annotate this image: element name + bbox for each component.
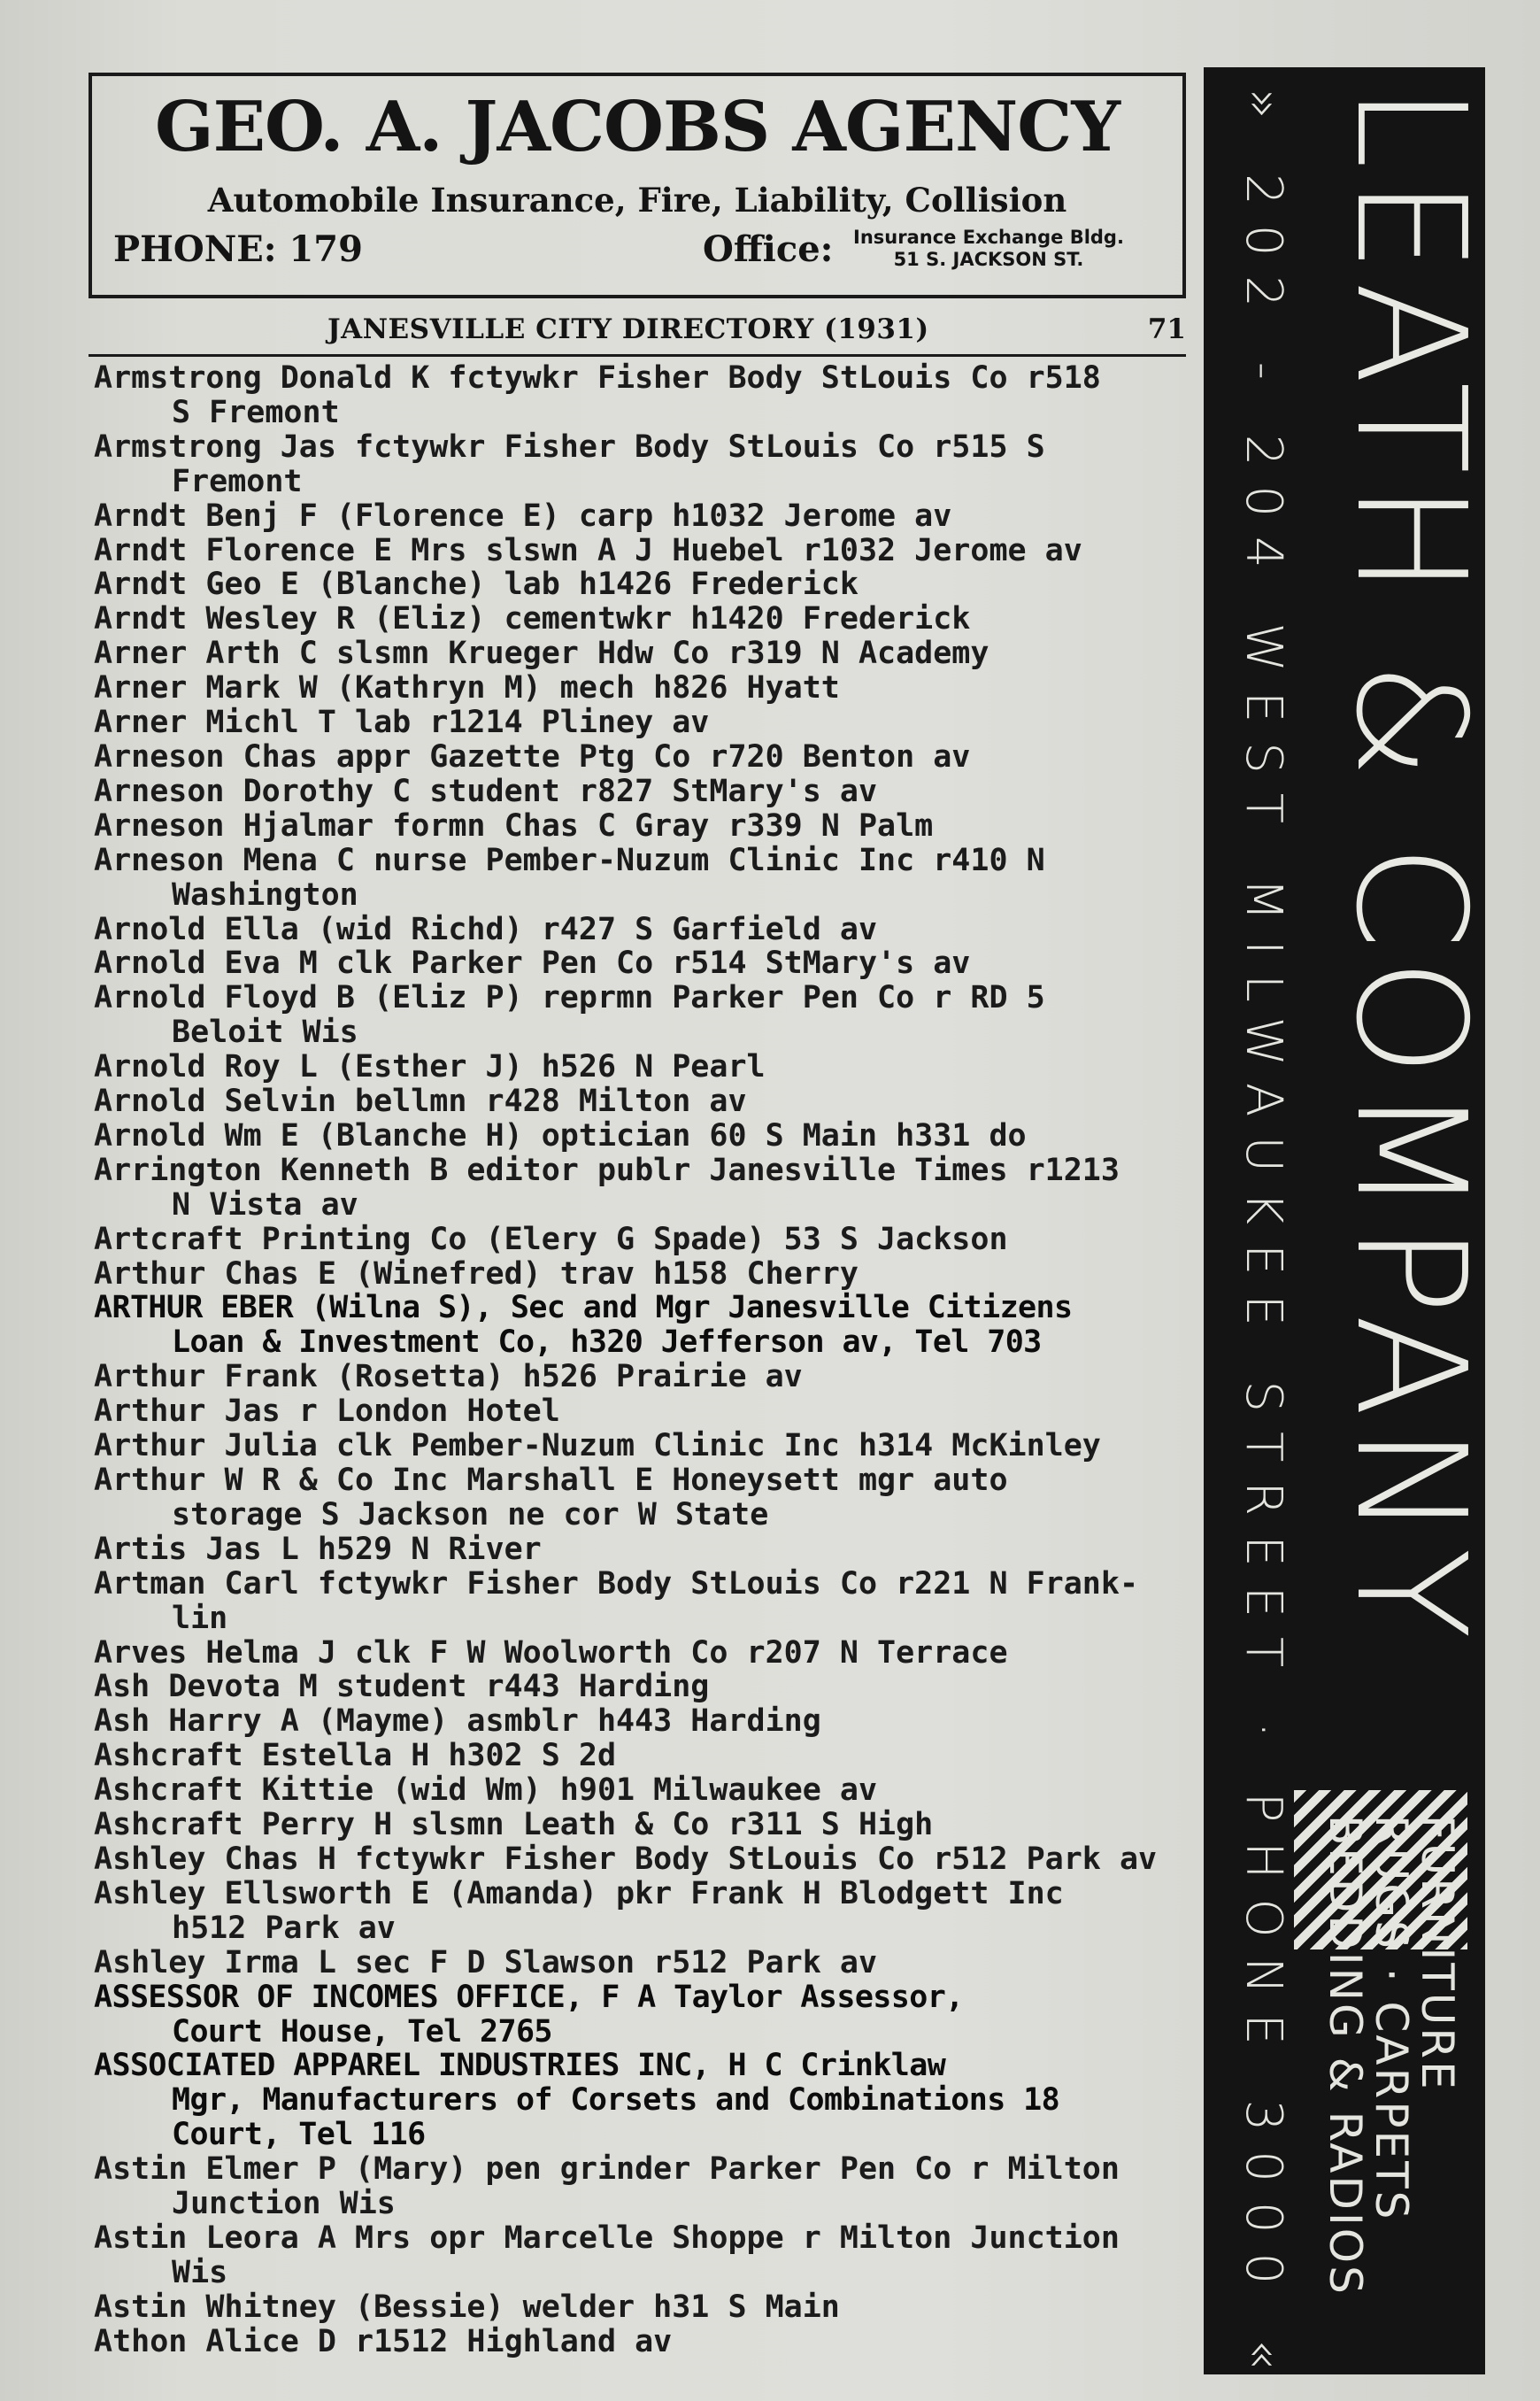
directory-entry xyxy=(94,1429,1200,1463)
directory-entry xyxy=(94,2152,1200,2187)
directory-entry-continuation xyxy=(94,396,1200,430)
leath-address: » 202 - 204 WEST MILWAUKEE STREET · PHONE 3000 « xyxy=(1235,89,1292,2389)
entry-text: Arner Arth C slsmn Krueger Hdw Co r319 N Academy xyxy=(94,637,989,672)
directory-entry xyxy=(94,1050,1200,1085)
entry-text: Arner Mark W (Kathryn M) mech h826 Hyatt xyxy=(94,671,840,706)
directory-entry xyxy=(94,430,1200,465)
directory-entry xyxy=(94,1257,1200,1292)
entry-text: Mgr, Manufacturers of Corsets and Combinations 18 xyxy=(172,2083,1060,2119)
entry-text: Arrington Kenneth B editor publr Janesville Times r1213 xyxy=(94,1153,1120,1188)
entry-text: Astin Leora A Mrs opr Marcelle Shoppe r Milton Junction xyxy=(94,2220,1120,2256)
entry-text: ASSOCIATED APPAREL INDUSTRIES INC, H C Crinklaw xyxy=(94,2049,946,2084)
entry-text: Court, Tel 116 xyxy=(172,2118,426,2153)
directory-entry xyxy=(94,1532,1200,1567)
entry-text: Arnold Eva M clk Parker Pen Co r514 StMary's av xyxy=(94,946,971,982)
entry-text: ASSESSOR OF INCOMES OFFICE, F A Taylor Assessor, xyxy=(94,1980,964,2015)
directory-entry xyxy=(94,1291,1200,1325)
leath-company-name: LEATH & COMPANY xyxy=(1322,85,1498,1648)
ad-address-line2: 51 S. JACKSON ST. xyxy=(893,249,1084,270)
directory-entry xyxy=(94,809,1200,844)
entry-text: Arthur Julia clk Pember-Nuzum Clinic Inc h314 McKinley xyxy=(94,1429,1101,1463)
entry-text: Arndt Geo E (Blanche) lab h1426 Frederick xyxy=(94,567,859,603)
entry-text: Ash Devota M student r443 Harding xyxy=(94,1670,710,1705)
entry-text: Ashcraft Estella H h302 S 2d xyxy=(94,1739,617,1774)
directory-entry xyxy=(94,844,1200,878)
directory-entry xyxy=(94,775,1200,809)
entry-text: Ashley Chas H fctywkr Fisher Body StLouis Co r512 Park av xyxy=(94,1841,1158,1877)
entry-text: Ashley Irma L sec F D Slawson r512 Park av xyxy=(94,1945,878,1980)
directory-entry xyxy=(94,1223,1200,1257)
directory-entry-continuation xyxy=(94,465,1200,499)
directory-entry xyxy=(94,602,1200,637)
entry-text: Arndt Benj F (Florence E) carp h1032 Jerome av xyxy=(94,498,952,534)
entry-text: Ashcraft Kittie (wid Wm) h901 Milwaukee av xyxy=(94,1773,878,1809)
jacobs-agency-ad xyxy=(89,73,1186,298)
directory-listings xyxy=(94,361,1200,2359)
ad-address xyxy=(853,227,1124,271)
directory-entry xyxy=(94,1463,1200,1498)
entry-text: Court House, Tel 2765 xyxy=(172,2014,552,2050)
directory-entry xyxy=(94,567,1200,602)
directory-title: JANESVILLE CITY DIRECTORY (1931) xyxy=(327,313,929,345)
ad-subtitle: Automobile Insurance, Fire, Liability, Collision xyxy=(207,181,1067,220)
ad-title: GEO. A. JACOBS AGENCY xyxy=(154,87,1120,167)
entry-text: Arthur W R & Co Inc Marshall E Honeysett mgr auto xyxy=(94,1463,1008,1498)
entry-text: Arthur Chas E (Winefred) trav h158 Cherry xyxy=(94,1256,859,1292)
entry-text: Ash Harry A (Mayme) asmblr h443 Harding xyxy=(94,1704,821,1740)
directory-entry-continuation xyxy=(94,878,1200,913)
directory-entry xyxy=(94,706,1200,740)
directory-entry xyxy=(94,2325,1200,2359)
directory-entry xyxy=(94,913,1200,947)
directory-entry xyxy=(94,361,1200,396)
entry-text: Fremont xyxy=(172,464,303,499)
products-line-3: BEDDING & RADIOS xyxy=(1320,1815,1371,2297)
directory-entry xyxy=(94,1877,1200,1911)
entry-text: Junction Wis xyxy=(172,2187,396,2221)
directory-entry xyxy=(94,981,1200,1015)
directory-entry xyxy=(94,2221,1200,2256)
leath-products xyxy=(1320,1815,1463,2297)
entry-text: Arnold Floyd B (Eliz P) reprmn Parker Pen Co r RD 5 xyxy=(94,981,1045,1016)
ad-office-label: Office: xyxy=(703,228,834,270)
entry-text: Ashley Ellsworth E (Amanda) pkr Frank H Blodgett Inc xyxy=(94,1876,1064,1911)
directory-entry xyxy=(94,946,1200,981)
directory-entry-continuation xyxy=(94,2083,1200,2118)
directory-entry xyxy=(94,1394,1200,1429)
entry-text: Ashcraft Perry H slsmn Leath & Co r311 S High xyxy=(94,1808,934,1842)
entry-text: Loan & Investment Co, h320 Jefferson av, Tel 703 xyxy=(172,1325,1042,1361)
entry-text: Armstrong Jas fctywkr Fisher Body StLouis Co r515 S xyxy=(94,429,1045,465)
directory-entry xyxy=(94,740,1200,775)
entry-text: Arneson Mena C nurse Pember-Nuzum Clinic Inc r410 N xyxy=(94,843,1045,878)
products-line-2: RUGS · CARPETS xyxy=(1366,1815,1417,2222)
directory-entry xyxy=(94,2049,1200,2083)
directory-entry-continuation xyxy=(94,2118,1200,2152)
entry-text: Armstrong Donald K fctywkr Fisher Body StLouis Co r518 xyxy=(94,361,1101,396)
entry-text: h512 Park av xyxy=(172,1911,396,1946)
directory-entry-continuation xyxy=(94,1602,1200,1636)
directory-entry xyxy=(94,534,1200,568)
directory-entry xyxy=(94,1670,1200,1704)
entry-text: Astin Whitney (Bessie) welder h31 S Main xyxy=(94,2289,840,2325)
entry-text: Arnold Wm E (Blanche H) optician 60 S Main h331 do xyxy=(94,1118,1027,1154)
entry-text: Arnold Selvin bellmn r428 Milton av xyxy=(94,1085,747,1119)
directory-entry xyxy=(94,1567,1200,1602)
entry-text: ARTHUR EBER (Wilna S), Sec and Mgr Janesville Citizens xyxy=(94,1291,1073,1326)
directory-entry xyxy=(94,1773,1200,1808)
entry-text: Washington xyxy=(172,877,358,913)
directory-entry xyxy=(94,1085,1200,1119)
directory-entry xyxy=(94,1946,1200,1980)
entry-text: Astin Elmer P (Mary) pen grinder Parker Pen Co r Milton xyxy=(94,2152,1120,2188)
directory-entry-continuation xyxy=(94,2256,1200,2290)
directory-entry-continuation xyxy=(94,2187,1200,2221)
directory-entry xyxy=(94,671,1200,706)
entry-text: Artman Carl fctywkr Fisher Body StLouis Co r221 N Frank- xyxy=(94,1566,1139,1602)
directory-entry-continuation xyxy=(94,2015,1200,2050)
entry-text: N Vista av xyxy=(172,1187,358,1223)
entry-text: storage S Jackson ne cor W State xyxy=(172,1497,769,1532)
directory-entry xyxy=(94,2290,1200,2325)
entry-text: S Fremont xyxy=(172,395,340,430)
entry-text: Arneson Hjalmar formn Chas C Gray r339 N Palm xyxy=(94,808,934,844)
directory-entry-continuation xyxy=(94,1911,1200,1946)
entry-text: Arneson Dorothy C student r827 StMary's av xyxy=(94,774,878,809)
entry-text: Wis xyxy=(172,2255,228,2290)
directory-entry xyxy=(94,1154,1200,1188)
page-number: 71 xyxy=(1147,313,1186,345)
directory-entry xyxy=(94,1119,1200,1154)
directory-entry xyxy=(94,1360,1200,1394)
directory-entry xyxy=(94,1842,1200,1877)
entry-text: Arndt Wesley R (Eliz) cementwkr h1420 Frederick xyxy=(94,602,971,637)
entry-text: Beloit Wis xyxy=(172,1015,358,1051)
entry-text: Arthur Frank (Rosetta) h526 Prairie av xyxy=(94,1360,803,1395)
directory-entry xyxy=(94,1704,1200,1739)
directory-entry xyxy=(94,1636,1200,1671)
directory-entry-continuation xyxy=(94,1498,1200,1532)
entry-text: Arves Helma J clk F W Woolworth Co r207 N Terrace xyxy=(94,1635,1008,1671)
directory-entry xyxy=(94,1739,1200,1773)
entry-text: Artis Jas L h529 N River xyxy=(94,1532,542,1567)
directory-entry-continuation xyxy=(94,1015,1200,1050)
entry-text: Artcraft Printing Co (Elery G Spade) 53 S Jackson xyxy=(94,1222,1008,1257)
entry-text: Arnold Roy L (Esther J) h526 N Pearl xyxy=(94,1050,766,1085)
products-line-1: FURNITURE xyxy=(1412,1815,1463,2092)
entry-text: Athon Alice D r1512 Highland av xyxy=(94,2324,673,2359)
ad-address-line1: Insurance Exchange Bldg. xyxy=(853,227,1124,248)
entry-text: Arthur Jas r London Hotel xyxy=(94,1394,560,1430)
entry-text: Arndt Florence E Mrs slswn A J Huebel r1032 Jerome av xyxy=(94,533,1082,568)
directory-entry-continuation xyxy=(94,1188,1200,1223)
directory-entry-continuation xyxy=(94,1325,1200,1360)
directory-entry xyxy=(94,637,1200,671)
directory-entry xyxy=(94,1980,1200,2015)
entry-text: Arneson Chas appr Gazette Ptg Co r720 Benton av xyxy=(94,739,971,775)
ad-phone: PHONE: 179 xyxy=(113,228,363,270)
entry-text: lin xyxy=(172,1601,228,1636)
entry-text: Arnold Ella (wid Richd) r427 S Garfield av xyxy=(94,912,878,947)
directory-entry xyxy=(94,499,1200,534)
directory-entry xyxy=(94,1808,1200,1842)
entry-text: Arner Michl T lab r1214 Pliney av xyxy=(94,706,710,740)
running-header xyxy=(89,310,1186,357)
